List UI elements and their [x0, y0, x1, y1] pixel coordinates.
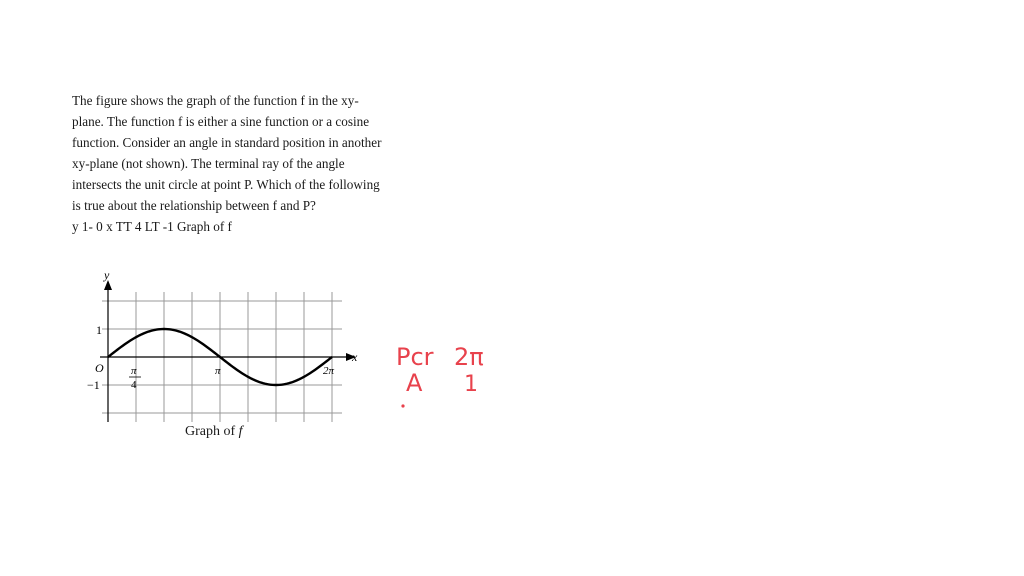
handwritten-2pi: 2π [454, 343, 484, 371]
question-text-block [72, 90, 390, 237]
y-tick-label-neg1: −1 [87, 378, 100, 392]
graph-of-f [80, 262, 380, 424]
graph-caption-var: f [238, 424, 243, 439]
handwritten-pcr: Pcr [396, 343, 434, 371]
y-axis-label: y [104, 268, 110, 282]
handwritten-dot [401, 404, 404, 407]
x-tick-label-2pi: 2π [323, 365, 335, 377]
graph-caption-prefix: Graph of [185, 424, 239, 439]
x-tick-label-pi: π [215, 365, 221, 377]
x-axis-label: x [352, 350, 358, 364]
graph-figure [80, 262, 380, 429]
graph-caption [185, 424, 243, 440]
x-tick-label-pi-over-4-denominator: 4 [131, 379, 137, 391]
y-tick-label-1: 1 [96, 323, 102, 337]
handwritten-annotations [390, 335, 500, 420]
question-text: The figure shows the graph of the function f in the xy-plane. The function f is either a sine function or a cosine function. Consider an angle in standard position in another xy-plane (not shown). The terminal ray of the angle intersects the unit circle at point P. Which of the following is true about the relationship between f and P? [72, 93, 382, 213]
handwriting [390, 335, 500, 415]
handwritten-a: A [406, 369, 423, 397]
handwritten-1: 1 [464, 372, 478, 397]
extracted-figure-text: y 1- 0 x TT 4 LT -1 Graph of f [72, 219, 232, 234]
origin-label: O [95, 361, 104, 375]
x-tick-label-pi-over-4-numerator: π [131, 365, 137, 377]
